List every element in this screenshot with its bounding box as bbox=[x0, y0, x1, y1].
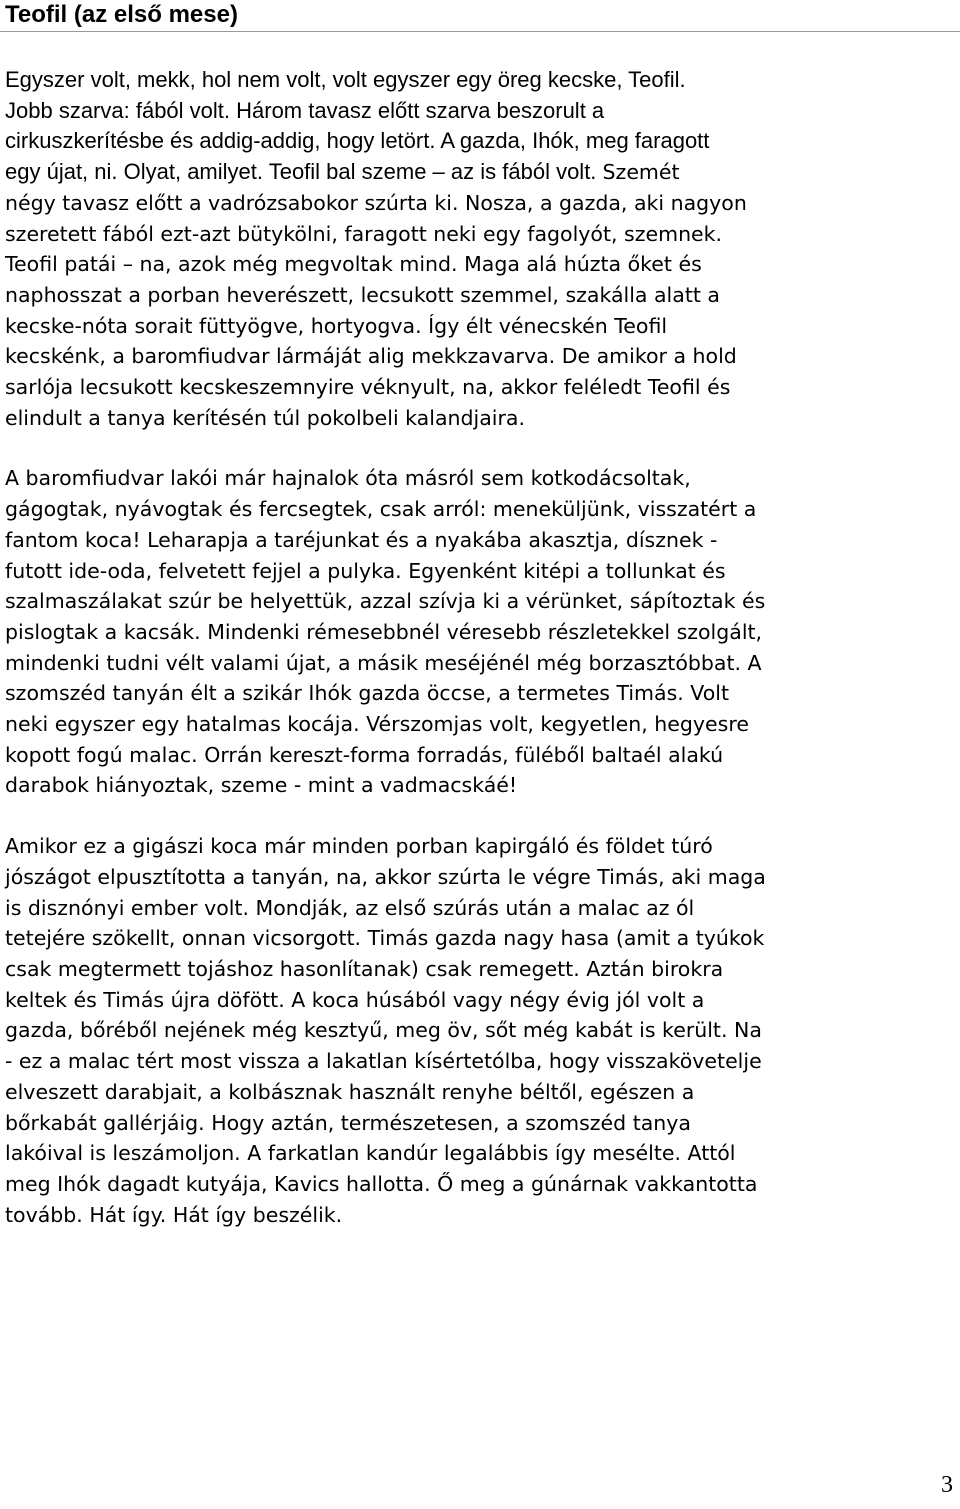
text-segment: darabok hiányoztak, szeme - mint a vadmacskáé! bbox=[5, 773, 518, 798]
text-segment: bőrkabát gallérjáig. Hogy aztán, természetesen, a szomszéd tanya bbox=[5, 1110, 691, 1135]
text-line bbox=[5, 96, 955, 127]
text-line bbox=[5, 494, 955, 525]
text-line bbox=[5, 740, 955, 771]
text-line bbox=[5, 463, 955, 494]
text-segment: Szemét bbox=[602, 160, 680, 185]
text-line bbox=[5, 831, 955, 862]
text-segment: gágogtak, nyávogtak és fercsegtek, csak arról: meneküljünk, visszatért a bbox=[5, 497, 757, 522]
text-segment: Egyszer volt, mekk, hol nem volt, volt egyszer egy öreg kecske, Teofil. bbox=[5, 67, 686, 92]
text-segment: is disznónyi ember volt. Mondják, az első szúrás után a malac az ól bbox=[5, 895, 695, 920]
text-line bbox=[5, 617, 955, 648]
text-line bbox=[5, 403, 955, 434]
page-number: 3 bbox=[941, 1472, 953, 1498]
text-segment: cirkuszkerítésbe és addig-addig, hogy letört. A gazda, Ihók, meg faragott bbox=[5, 128, 710, 154]
text-line bbox=[5, 1138, 955, 1169]
text-segment: gazda, bőréből nejének még kesztyű, meg öv, sőt még kabát is került. Na bbox=[5, 1018, 762, 1043]
text-segment: meg Ihók dagadt kutyája, Kavics hallotta. Ő meg a gúnárnak vakkantotta bbox=[5, 1171, 758, 1196]
page-title: Teofil (az első mese) bbox=[5, 1, 238, 28]
text-segment: sarlója lecsukott kecskeszemnyire véknyult, na, akkor feléledt Teofil és bbox=[5, 375, 731, 400]
text-line bbox=[5, 648, 955, 679]
text-line bbox=[5, 1077, 955, 1108]
text-segment: négy tavasz előtt a vadrózsabokor szúrta ki. Nosza, a gazda, aki nagyon bbox=[5, 190, 747, 215]
text-line bbox=[5, 1169, 955, 1200]
text-segment: Amikor ez a gigászi koca már minden porban kapirgáló és földet túró bbox=[5, 834, 713, 859]
text-line bbox=[5, 311, 955, 342]
text-line bbox=[5, 249, 955, 280]
text-segment: Teofil patái – na, azok még megvoltak mind. Maga alá húzta őket és bbox=[5, 252, 702, 277]
text-segment: lakóival is leszámoljon. A farkatlan kandúr legalábbis így mesélte. Attól bbox=[5, 1141, 736, 1166]
text-line bbox=[5, 280, 955, 311]
text-segment: elindult a tanya kerítésén túl pokolbeli kalandjaira. bbox=[5, 405, 525, 430]
text-line bbox=[5, 372, 955, 403]
paragraph bbox=[5, 831, 955, 1230]
paragraph bbox=[5, 65, 955, 433]
text-line bbox=[5, 219, 955, 250]
text-segment: egy újat, ni. Olyat, amilyet. Teofil bal szeme – az is fából volt. bbox=[5, 159, 603, 185]
text-segment: csak megtermett tojáshoz hasonlítanak) csak remegett. Aztán birokra bbox=[5, 956, 724, 981]
text-segment: kecske-nóta sorait füttyögve, hortyogva. Így élt vénecskén Teofil bbox=[5, 313, 668, 338]
text-segment: mindenki tudni vélt valami újat, a másik meséjénél még borzasztóbbat. A bbox=[5, 650, 762, 675]
text-line bbox=[5, 923, 955, 954]
text-line bbox=[5, 126, 955, 157]
paragraph bbox=[5, 463, 955, 801]
text-line bbox=[5, 1108, 955, 1139]
text-segment: tetejére szökellt, onnan vicsorgott. Timás gazda nagy hasa (amit a tyúkok bbox=[5, 926, 765, 951]
text-line bbox=[5, 157, 955, 188]
text-segment: naphosszat a porban heverészett, lecsukott szemmel, szakálla alatt a bbox=[5, 282, 720, 307]
text-line bbox=[5, 341, 955, 372]
text-line bbox=[5, 188, 955, 219]
text-line bbox=[5, 556, 955, 587]
text-segment: futott ide-oda, felvetett fejjel a pulyka. Egyenként kitépi a tollunkat és bbox=[5, 558, 726, 583]
text-line bbox=[5, 770, 955, 801]
text-segment: fantom koca! Leharapja a taréjunkat és a nyakába akasztja, dísznek - bbox=[5, 527, 718, 552]
document-body bbox=[5, 65, 955, 1230]
text-segment: jószágot elpusztította a tanyán, na, akkor szúrta le végre Timás, aki maga bbox=[5, 864, 766, 889]
text-segment: Jobb szarva: fából volt. Három tavasz előtt szarva beszorult a bbox=[5, 97, 605, 123]
text-segment: szeretett fából ezt-azt bütykölni, faragott neki egy fagolyót, szemnek. bbox=[5, 221, 723, 246]
text-line bbox=[5, 1200, 955, 1231]
text-line bbox=[5, 1015, 955, 1046]
text-line bbox=[5, 893, 955, 924]
text-segment: keltek és Timás újra döfött. A koca húsából vagy négy évig jól volt a bbox=[5, 987, 705, 1012]
text-segment: elveszett darabjait, a kolbásznak használt renyhe béltől, egészen a bbox=[5, 1079, 695, 1104]
text-line bbox=[5, 709, 955, 740]
text-line bbox=[5, 525, 955, 556]
text-line bbox=[5, 586, 955, 617]
text-segment: kopott fogú malac. Orrán kereszt-forma forradás, füléből baltaél alakú bbox=[5, 742, 724, 767]
text-line bbox=[5, 678, 955, 709]
text-segment: szomszéd tanyán élt a szikár Ihók gazda öccse, a termetes Timás. Volt bbox=[5, 681, 729, 706]
text-segment: A baromfiudvar lakói már hajnalok óta másról sem kotkodácsoltak, bbox=[5, 466, 691, 491]
text-line bbox=[5, 65, 955, 96]
text-segment: pislogtak a kacsák. Mindenki rémesebbnél véresebb részletekkel szolgált, bbox=[5, 619, 763, 644]
text-segment: szalmaszálakat szúr be helyettük, azzal szívja ki a vérünket, sápítoztak és bbox=[5, 589, 766, 614]
text-line bbox=[5, 1046, 955, 1077]
text-segment: kecskénk, a baromfiudvar lármáját alig mekkzavarva. De amikor a hold bbox=[5, 344, 737, 369]
title-divider bbox=[0, 31, 960, 32]
text-segment: - ez a malac tért most vissza a lakatlan kísértetólba, hogy visszakövetelje bbox=[5, 1049, 762, 1074]
text-line bbox=[5, 954, 955, 985]
text-line bbox=[5, 985, 955, 1016]
text-line bbox=[5, 862, 955, 893]
text-segment: tovább. Hát így. Hát így beszélik. bbox=[5, 1202, 343, 1227]
text-segment: neki egyszer egy hatalmas kocája. Vérszomjas volt, kegyetlen, hegyesre bbox=[5, 712, 749, 737]
